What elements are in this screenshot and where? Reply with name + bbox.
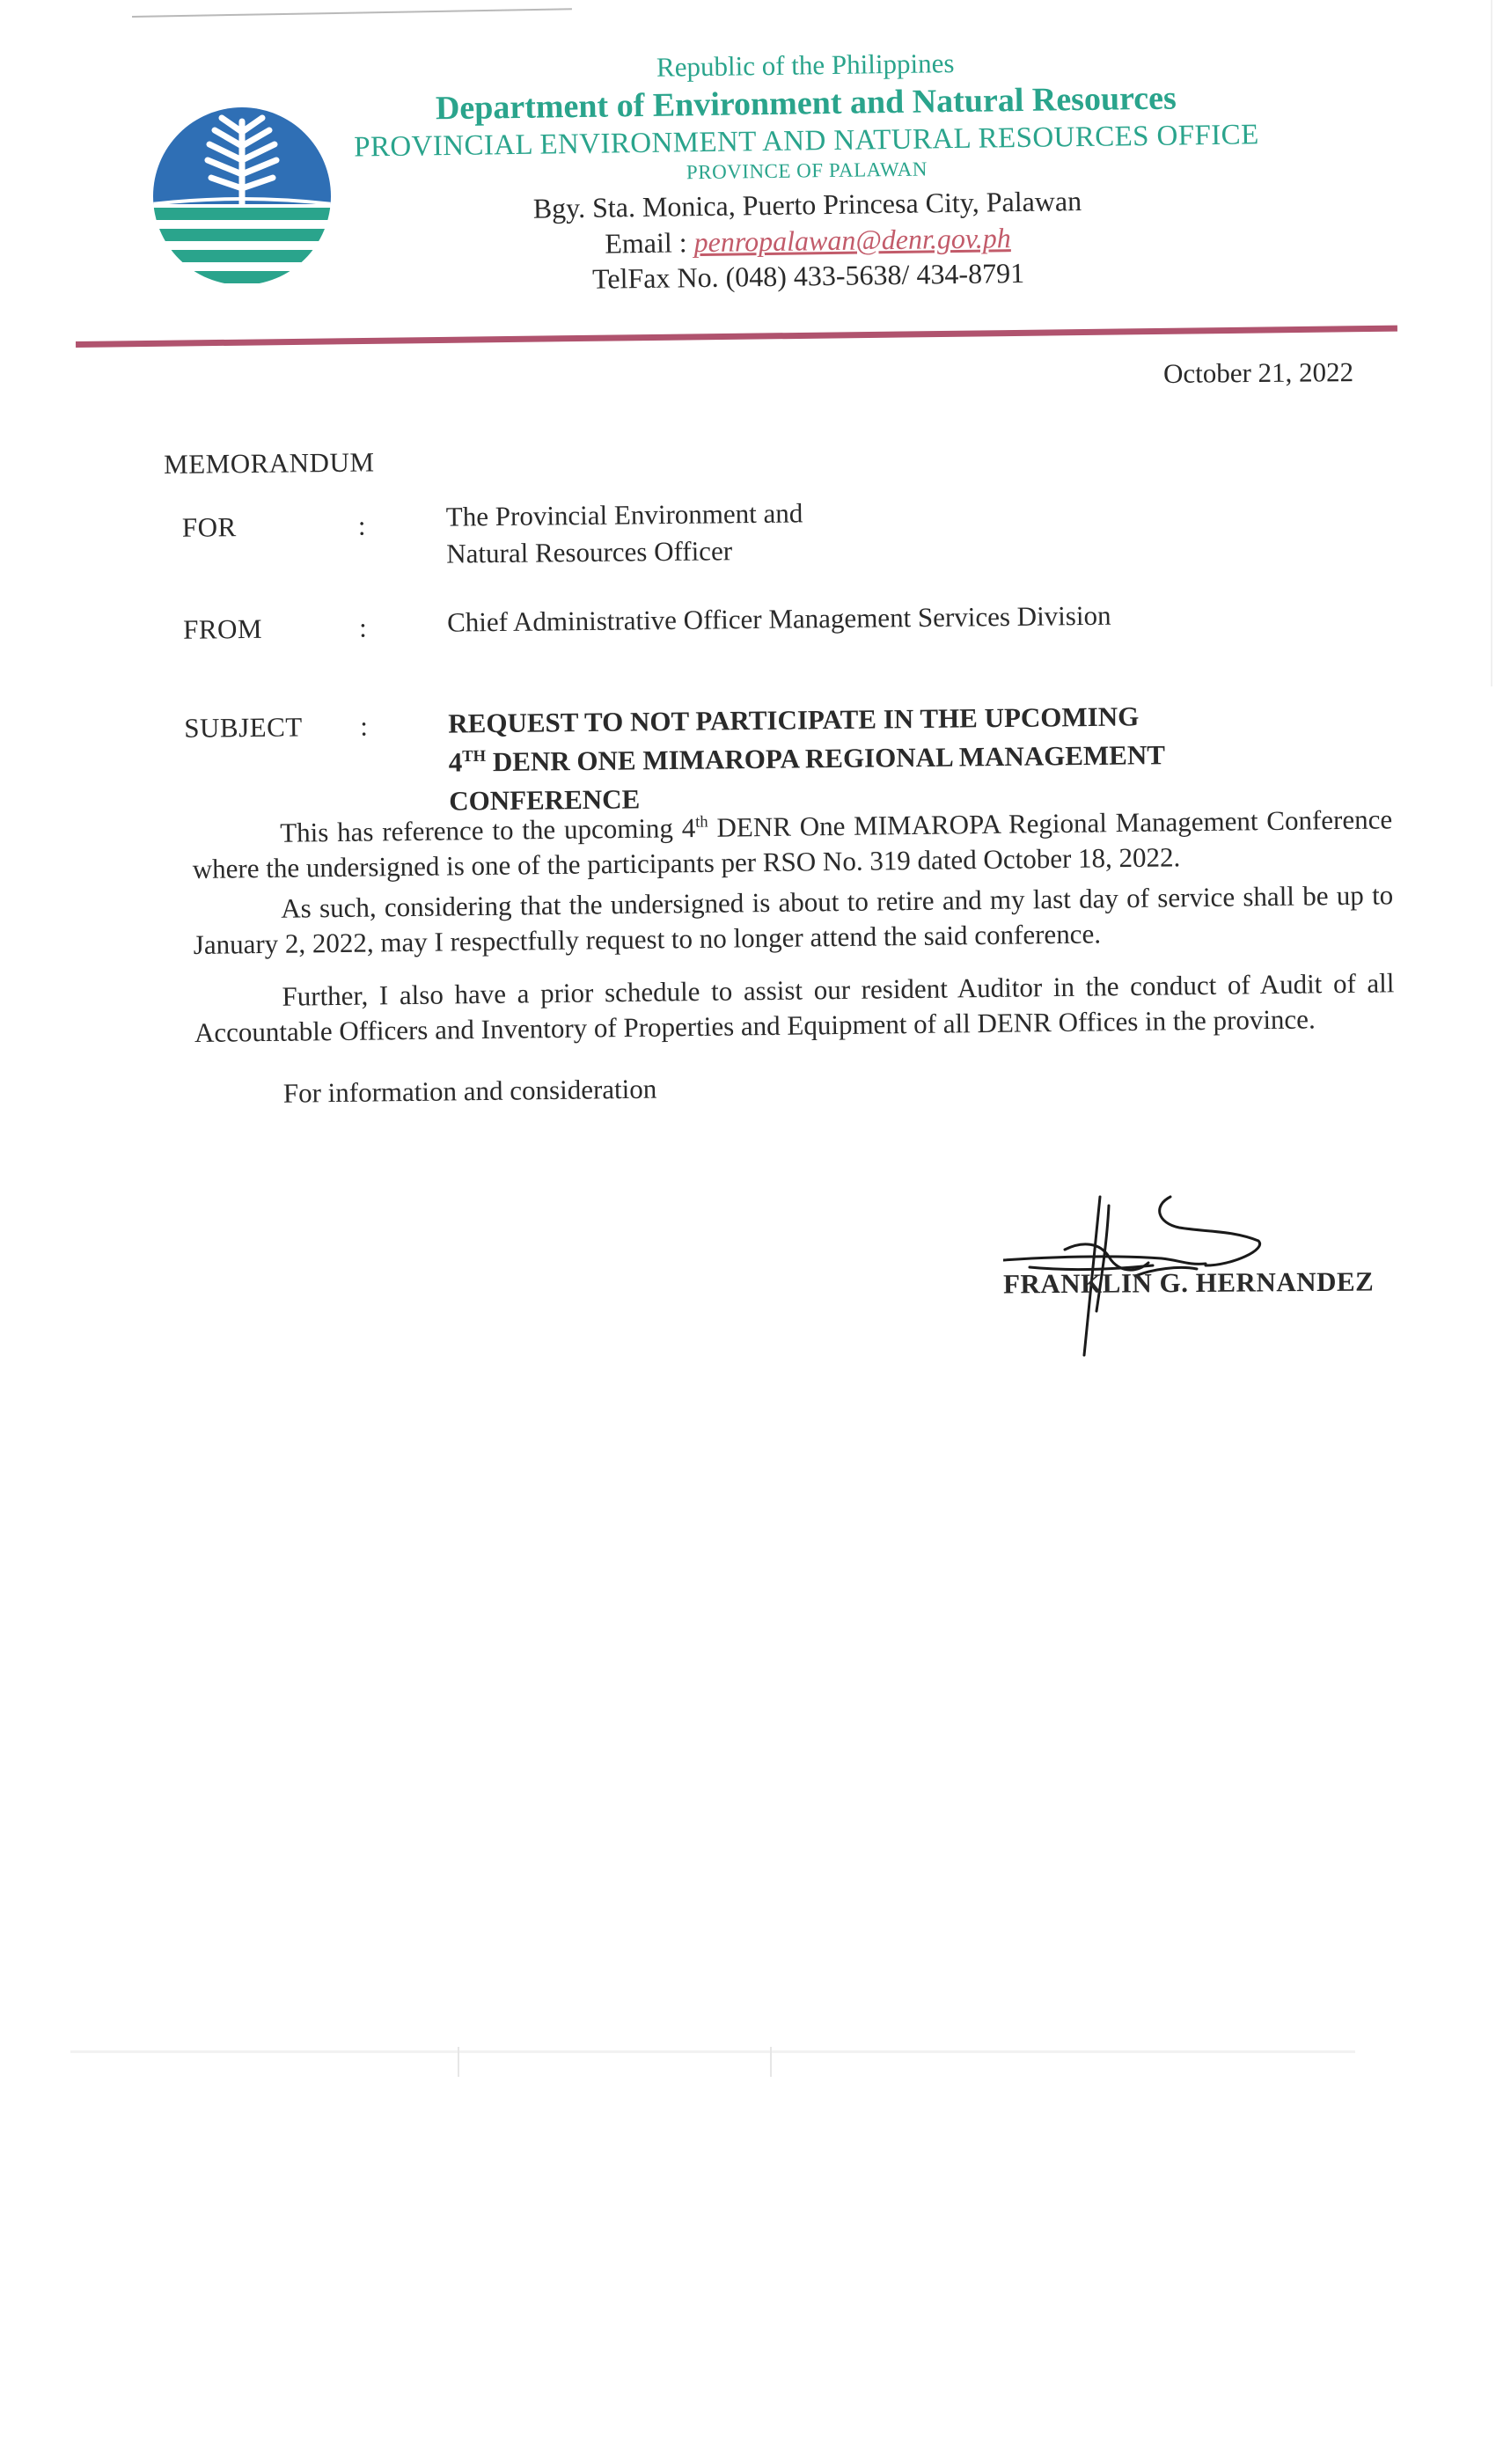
subject-ordinal-suffix: TH	[462, 746, 487, 766]
memo-body	[192, 802, 1396, 1130]
denr-logo-icon	[151, 106, 333, 287]
subject-row	[184, 700, 1346, 817]
telfax-line: TelFax No. (048) 433-5638/ 434-8791	[591, 256, 1025, 295]
scan-artifact-edge	[1491, 0, 1492, 686]
republic-line: Republic of the Philippines	[656, 48, 955, 83]
header-divider	[76, 326, 1397, 348]
body-paragraph-3: Further, I also have a prior schedule to assist our resident Auditor in the conduct of Audit of all Accountable Officers and Inventory of Properties and Equipment of all DENR Offices in the province.	[194, 967, 1395, 1048]
memo-title: MEMORANDUM	[164, 446, 375, 480]
office-name: PROVINCIAL ENVIRONMENT AND NATURAL RESOURCES OFFICE	[353, 119, 1259, 164]
for-colon: :	[357, 510, 366, 541]
from-row	[182, 599, 1345, 645]
p1-text-a: This has reference to the upcoming 4	[280, 812, 696, 848]
body-paragraph-1	[192, 802, 1393, 887]
subject-colon: :	[360, 710, 369, 742]
province-name: PROVINCE OF PALAWAN	[686, 158, 928, 184]
scan-artifact-tick	[770, 2047, 772, 2077]
subject-line1: REQUEST TO NOT PARTICIPATE IN THE UPCOMING	[448, 700, 1140, 739]
for-row	[181, 497, 1344, 569]
memo-header	[164, 436, 1413, 817]
subject-label: SUBJECT	[184, 711, 303, 744]
from-colon: :	[358, 612, 367, 643]
scan-artifact-line	[70, 2050, 1355, 2053]
for-value	[446, 490, 1239, 572]
subject-line2	[449, 735, 1241, 781]
department-name: Department of Environment and Natural Resources	[435, 79, 1177, 128]
p1-text-b: DENR One MIMAROPA Regional Management Conference where the undersigned is one of the participants per RSO No. 319 dated October 18, 2022.	[192, 803, 1393, 884]
letterhead	[326, 41, 1288, 300]
memo-date: October 21, 2022	[1162, 356, 1354, 389]
scan-artifact-tick	[458, 2047, 459, 2077]
signatory-name: FRANKLIN G. HERNANDEZ	[1002, 1265, 1375, 1300]
email-label: Email :	[605, 226, 694, 260]
body-paragraph-4: For information and consideration	[282, 1073, 657, 1109]
subject-ordinal-number: 4	[448, 746, 463, 778]
for-value-line2: Natural Resources Officer	[446, 535, 733, 569]
for-value-line1: The Provincial Environment and	[445, 497, 803, 532]
email-link[interactable]: penropalawan@denr.gov.ph	[693, 222, 1011, 259]
office-address: Bgy. Sta. Monica, Puerto Princesa City, Palawan	[532, 185, 1082, 224]
from-value: Chief Administrative Officer Management Services Division	[446, 599, 1111, 638]
body-paragraph-2: As such, considering that the undersigned is about to retire and my last day of service shall be up to January 2, 2022, may I respectfully request to no longer attend the said conference.	[193, 879, 1394, 960]
subject-line2-text: DENR ONE MIMAROPA REGIONAL MANAGEMENT	[485, 739, 1166, 778]
scan-top-line	[132, 8, 572, 18]
subject-line3: CONFERENCE	[449, 783, 641, 817]
p1-ordinal-suffix: th	[695, 812, 708, 832]
for-label: FOR	[181, 511, 237, 543]
subject-value	[448, 696, 1241, 820]
from-label: FROM	[182, 612, 263, 645]
